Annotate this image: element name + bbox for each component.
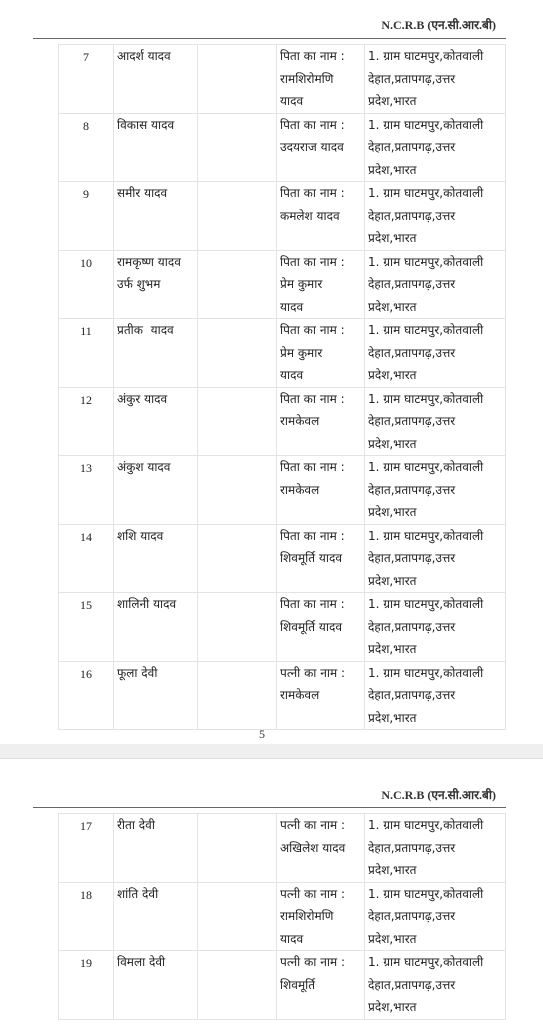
relation-name-line: यादव: [280, 299, 304, 314]
empty-cell: [198, 113, 277, 182]
person-name: [114, 814, 198, 883]
relation-name: [277, 661, 365, 730]
person-name: [114, 45, 198, 114]
table-row: [59, 951, 506, 1020]
address-line: प्रदेश,भारत: [368, 642, 417, 656]
relation-name: [277, 113, 365, 182]
address-line: प्रदेश,भारत: [368, 299, 417, 314]
person-name-line: अंकुश यादव: [117, 460, 171, 474]
relation-name-line: पिता का नाम :: [280, 460, 345, 474]
page-number: 5: [259, 727, 265, 741]
address-line: प्रदेश,भारत: [368, 231, 417, 245]
empty-cell: [198, 524, 277, 593]
document-page-6: [0, 759, 543, 1024]
person-name-line: शशि यादव: [117, 528, 164, 543]
address-line: प्रदेश,भारत: [368, 94, 417, 108]
relation-name-line: पत्नी का नाम :: [280, 818, 346, 832]
person-name: [114, 951, 198, 1020]
relation-name-line: पिता का नाम :: [280, 597, 345, 611]
serial-number: 9: [59, 182, 114, 251]
serial-number: 17: [59, 814, 114, 883]
relation-name: [277, 45, 365, 114]
address: [365, 250, 506, 319]
relation-name-line: कमलेश यादव: [280, 208, 340, 223]
person-name: [114, 456, 198, 525]
empty-cell: [198, 661, 277, 730]
address-line: देहात,प्रतापगढ़,उत्तर: [368, 140, 456, 154]
person-name-line: अंकुर यादव: [117, 391, 168, 406]
table-row: [59, 45, 506, 114]
person-name: [114, 182, 198, 251]
person-name-line: उर्फ शुभम: [117, 277, 161, 291]
relation-name: [277, 814, 365, 883]
address-line: देहात,प्रतापगढ़,उत्तर: [368, 71, 456, 86]
relation-name-line: प्रेम कुमार: [280, 345, 323, 360]
address-line: प्रदेश,भारत: [368, 710, 417, 725]
relation-name: [277, 319, 365, 388]
address: [365, 45, 506, 114]
relation-name-line: पत्नी का नाम :: [280, 665, 346, 680]
table-row: [59, 387, 506, 456]
relation-name-line: शिवमूर्ति यादव: [280, 619, 342, 634]
person-name-line: समीर यादव: [117, 186, 168, 200]
address-line: प्रदेश,भारत: [368, 162, 417, 177]
person-name-line: आदर्श यादव: [117, 49, 171, 63]
page-gap: [0, 744, 543, 758]
address-line: देहात,प्रतापगढ़,उत्तर: [368, 977, 456, 992]
address-line: 1. ग्राम घाटमपुर,कोतवाली: [368, 886, 484, 901]
address-line: 1. ग्राम घाटमपुर,कोतवाली: [368, 391, 484, 406]
relation-name-line: पिता का नाम :: [280, 391, 345, 406]
empty-cell: [198, 951, 277, 1020]
address-line: देहात,प्रतापगढ़,उत्तर: [368, 345, 456, 360]
empty-cell: [198, 319, 277, 388]
person-name-line: शांति देवी: [117, 886, 159, 901]
serial-number: 19: [59, 951, 114, 1020]
relation-name: [277, 456, 365, 525]
address: [365, 951, 506, 1020]
relation-name: [277, 882, 365, 951]
address: [365, 814, 506, 883]
person-name: [114, 387, 198, 456]
relation-name-line: पिता का नाम :: [280, 49, 345, 63]
address-line: 1. ग्राम घाटमपुर,कोतवाली: [368, 49, 484, 63]
address: [365, 182, 506, 251]
person-name: [114, 882, 198, 951]
serial-number: 8: [59, 113, 114, 182]
person-name: [114, 661, 198, 730]
person-name: [114, 524, 198, 593]
person-name-line: प्रतीक यादव: [117, 323, 174, 337]
relation-name: [277, 951, 365, 1020]
empty-cell: [198, 182, 277, 251]
address-line: प्रदेश,भारत: [368, 436, 417, 451]
address-line: देहात,प्रतापगढ़,उत्तर: [368, 208, 456, 223]
relation-name-line: रामकेवल: [280, 414, 320, 428]
person-name: [114, 113, 198, 182]
address-line: प्रदेश,भारत: [368, 931, 417, 946]
serial-number: 12: [59, 387, 114, 456]
relation-name: [277, 593, 365, 662]
relation-name-line: पत्नी का नाम :: [280, 886, 346, 901]
empty-cell: [198, 814, 277, 883]
address-line: 1. ग्राम घाटमपुर,कोतवाली: [368, 597, 484, 611]
address-line: 1. ग्राम घाटमपुर,कोतवाली: [368, 955, 484, 969]
person-name-line: फूला देवी: [117, 665, 158, 680]
relation-name-line: रामशिरोमणि: [280, 71, 334, 86]
relation-name-line: रामकेवल: [280, 688, 320, 702]
address: [365, 661, 506, 730]
address-line: प्रदेश,भारत: [368, 573, 417, 588]
records-table: [58, 813, 506, 1020]
header-rule: [33, 807, 506, 808]
serial-number: 16: [59, 661, 114, 730]
serial-number: 10: [59, 250, 114, 319]
relation-name-line: उदयराज यादव: [280, 140, 344, 154]
serial-number: 15: [59, 593, 114, 662]
records-table-body: [59, 45, 506, 730]
relation-name-line: पिता का नाम :: [280, 528, 345, 543]
relation-name-line: यादव: [280, 94, 304, 108]
page-header: N.C.R.B (एन.सी.आर.बी): [381, 18, 496, 32]
table-row: [59, 319, 506, 388]
records-table-body: [59, 814, 506, 1020]
address-line: देहात,प्रतापगढ़,उत्तर: [368, 619, 456, 634]
address: [365, 113, 506, 182]
table-row: [59, 882, 506, 951]
address-line: देहात,प्रतापगढ़,उत्तर: [368, 909, 456, 923]
address-line: 1. ग्राम घाटमपुर,कोतवाली: [368, 665, 484, 680]
address-line: देहात,प्रतापगढ़,उत्तर: [368, 551, 456, 565]
page-header: N.C.R.B (एन.सी.आर.बी): [381, 788, 496, 802]
address-line: 1. ग्राम घाटमपुर,कोतवाली: [368, 117, 484, 132]
person-name: [114, 250, 198, 319]
serial-number: 14: [59, 524, 114, 593]
serial-number: 7: [59, 45, 114, 114]
relation-name-line: रामशिरोमणि: [280, 909, 334, 923]
header-rule: [33, 38, 506, 39]
table-row: [59, 456, 506, 525]
address-line: 1. ग्राम घाटमपुर,कोतवाली: [368, 323, 484, 337]
relation-name-line: पिता का नाम :: [280, 186, 345, 200]
address: [365, 387, 506, 456]
person-name: [114, 319, 198, 388]
address-line: देहात,प्रतापगढ़,उत्तर: [368, 482, 456, 497]
relation-name-line: पत्नी का नाम :: [280, 955, 346, 969]
relation-name: [277, 250, 365, 319]
relation-name: [277, 387, 365, 456]
records-table: [58, 44, 506, 730]
person-name-line: विकास यादव: [117, 117, 175, 132]
serial-number: 11: [59, 319, 114, 388]
address-line: देहात,प्रतापगढ़,उत्तर: [368, 414, 456, 428]
table-row: [59, 250, 506, 319]
address: [365, 319, 506, 388]
empty-cell: [198, 456, 277, 525]
person-name-line: रीता देवी: [117, 818, 155, 832]
address: [365, 456, 506, 525]
address-line: देहात,प्रतापगढ़,उत्तर: [368, 277, 456, 291]
relation-name: [277, 182, 365, 251]
person-name-line: रामकृष्ण यादव: [117, 254, 181, 269]
address-line: 1. ग्राम घाटमपुर,कोतवाली: [368, 254, 484, 269]
address: [365, 524, 506, 593]
address-line: 1. ग्राम घाटमपुर,कोतवाली: [368, 818, 484, 832]
relation-name-line: रामकेवल: [280, 482, 320, 497]
relation-name-line: पिता का नाम :: [280, 254, 345, 269]
relation-name-line: पिता का नाम :: [280, 117, 345, 132]
relation-name: [277, 524, 365, 593]
empty-cell: [198, 250, 277, 319]
relation-name-line: प्रेम कुमार: [280, 277, 323, 291]
address-line: 1. ग्राम घाटमपुर,कोतवाली: [368, 460, 484, 474]
address-line: देहात,प्रतापगढ़,उत्तर: [368, 688, 456, 702]
address-line: देहात,प्रतापगढ़,उत्तर: [368, 840, 456, 855]
table-row: [59, 113, 506, 182]
address: [365, 882, 506, 951]
person-name: [114, 593, 198, 662]
table-row: [59, 182, 506, 251]
address: [365, 593, 506, 662]
address-line: 1. ग्राम घाटमपुर,कोतवाली: [368, 186, 484, 200]
address-line: 1. ग्राम घाटमपुर,कोतवाली: [368, 528, 484, 543]
empty-cell: [198, 593, 277, 662]
empty-cell: [198, 387, 277, 456]
table-row: [59, 524, 506, 593]
relation-name-line: शिवमूर्ति यादव: [280, 551, 342, 565]
address-line: प्रदेश,भारत: [368, 863, 417, 877]
relation-name-line: यादव: [280, 368, 304, 382]
table-row: [59, 661, 506, 730]
empty-cell: [198, 45, 277, 114]
table-row: [59, 814, 506, 883]
person-name-line: विमला देवी: [117, 955, 166, 969]
relation-name-line: यादव: [280, 931, 304, 946]
empty-cell: [198, 882, 277, 951]
relation-name-line: शिवमूर्ति: [280, 977, 316, 992]
table-row: [59, 593, 506, 662]
relation-name-line: पिता का नाम :: [280, 323, 345, 337]
person-name-line: शालिनी यादव: [117, 597, 177, 611]
serial-number: 13: [59, 456, 114, 525]
serial-number: 18: [59, 882, 114, 951]
address-line: प्रदेश,भारत: [368, 368, 417, 382]
relation-name-line: अखिलेश यादव: [280, 840, 346, 855]
address-line: प्रदेश,भारत: [368, 505, 417, 519]
address-line: प्रदेश,भारत: [368, 1000, 417, 1014]
